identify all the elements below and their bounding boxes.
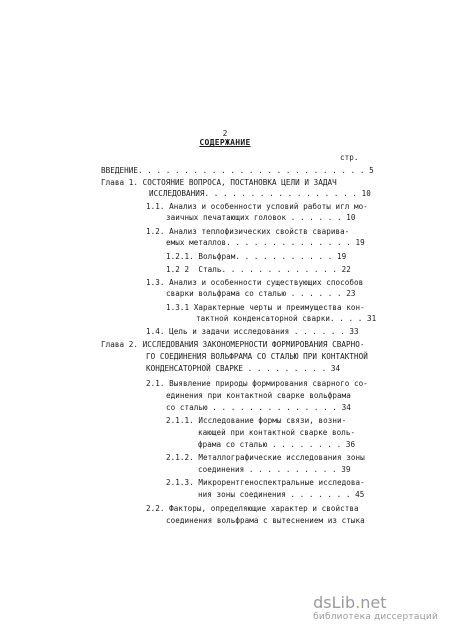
toc-line: единения при контактной сварке вольфрама [166, 391, 351, 400]
toc-line: 1.2.1. Вольфрам. . . . . . . . . . . 19 [166, 252, 347, 261]
watermark-subtitle: библиотека диссертаций [313, 612, 438, 622]
toc-line: фрама со сталью . . . . . . . . 36 [198, 440, 356, 449]
toc-line: 1.3. Анализ и особенности существующих способов [146, 278, 364, 287]
toc-line: 2.1.3. Микрорентгеноспектральные исследова- [166, 478, 365, 487]
toc-line: 1.3.1 Характерные черты и преимущества кон- [166, 303, 365, 312]
toc-line: Глава 1. СОСТОЯНИЕ ВОПРОСА, ПОСТАНОВКА ЦЕЛИ И ЗАДАЧ [101, 178, 337, 187]
toc-line: емых металлов. . . . . . . . . . . . . . 19 [166, 238, 365, 247]
toc-line: со сталью . . . . . . . . . . . . . . 34 [166, 403, 351, 412]
toc-line: 2.1. Выявление природы формирования сварного со- [146, 379, 368, 388]
site-watermark [313, 594, 438, 623]
watermark-logo-dot: . [355, 593, 361, 612]
toc-line: 2.1.1. Исследование формы связи, возни- [166, 416, 347, 425]
toc-line: сварки вольфрама со сталью . . . . . . 23 [166, 289, 356, 298]
toc-line: ГО СОЕДИНЕНИЯ ВОЛЬФРАМА СО СТАЛЬЮ ПРИ КОНТАКТНОЙ [146, 352, 368, 361]
toc-line: 2.2. Факторы, определяющие характер и свойства [146, 504, 359, 513]
toc-line: Глава 2. ИССЛЕДОВАНИЯ ЗАКОНОМЕРНОСТИ ФОРМИРОВАНИЯ СВАРНО- [101, 340, 365, 349]
toc-line: ВВЕДЕНИЕ. . . . . . . . . . . . . . . . . . . . . . . . . 5 [101, 166, 374, 175]
toc-line: ИССЛЕДОВАНИЯ. . . . . . . . . . . . . . . . . 10 [149, 189, 371, 198]
toc-line: соединения вольфрама с вытеснением из стыка [166, 516, 365, 525]
watermark-logo-main: dsLib [313, 593, 356, 612]
toc-line: КОНДЕНСАТОРНОЙ СВАРКЕ . . . . . . . . . 34 [146, 364, 341, 373]
watermark-logo-tld: net [360, 593, 387, 612]
toc-line: заичных печатающих головок . . . . . . 10 [166, 213, 356, 222]
page-column-header: стр. [340, 153, 359, 162]
toc-line: соединения . . . . . . . . . . 39 [198, 465, 351, 474]
toc-line: 2.1.2. Металлографические исследования зоны [166, 453, 365, 462]
toc-line: тактной конденсаторной сварки. . . . 31 [196, 314, 377, 323]
toc-line: 1.4. Цель и задачи исследования . . . . . . 33 [146, 327, 359, 336]
toc-line: 1.2 2 Сталь. . . . . . . . . . . . . 22 [166, 265, 351, 274]
toc-heading: СОДЕРЖАНИЕ [199, 138, 251, 147]
toc-line: ния зоны соединения . . . . . . . 45 [198, 490, 365, 499]
toc-line: 1.2. Анализ теплофизических свойств сварива- [146, 227, 350, 236]
page-number: 2 [222, 129, 228, 138]
toc-line: 1.1. Анализ и особенности условий работы игл мо- [146, 202, 368, 211]
watermark-logo [313, 594, 438, 612]
toc-line: кающей при контактной сварке воль- [198, 428, 356, 437]
